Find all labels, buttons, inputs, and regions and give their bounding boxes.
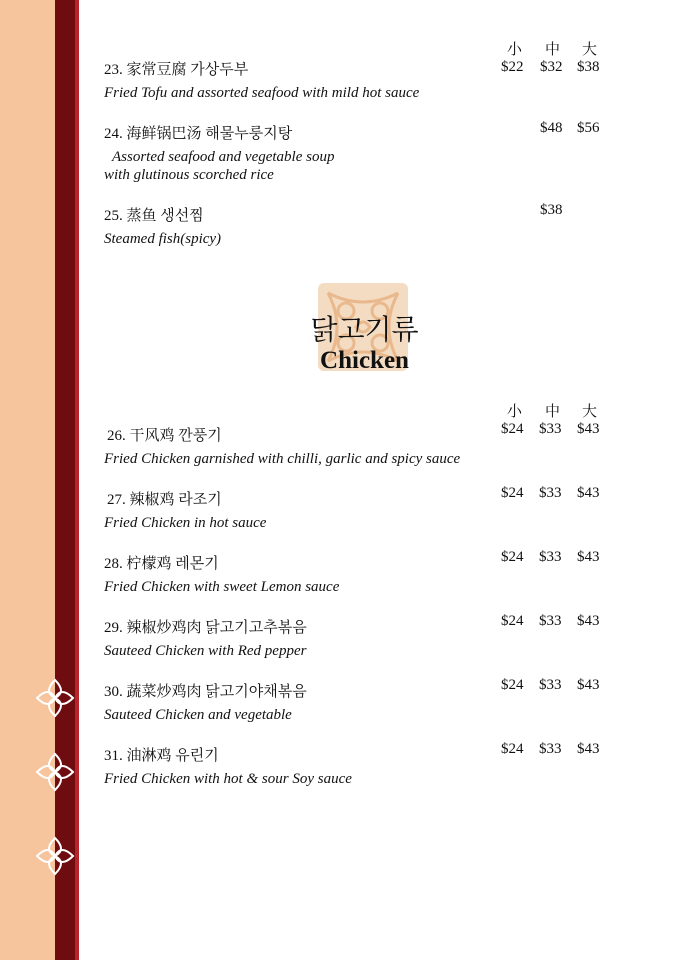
item-description: Fried Chicken with hot & sour Soy sauce <box>104 771 352 787</box>
price-large: $43 <box>577 549 600 565</box>
size-small-label: 小 <box>507 404 523 420</box>
price-small: $22 <box>501 59 524 75</box>
section-title-english: Chicken <box>320 347 409 374</box>
price-large: $43 <box>577 741 600 757</box>
item-description: Fried Chicken with sweet Lemon sauce <box>104 579 340 595</box>
item-name: 30. 蔬菜炒鸡肉 닭고기야채볶음 <box>104 684 307 700</box>
section-title-korean: 닭고기류 <box>310 313 419 346</box>
size-small-label: 小 <box>507 42 523 58</box>
size-large-label: 大 <box>582 404 598 420</box>
price-small: $24 <box>501 549 524 565</box>
chinese-knot-icon <box>33 834 77 878</box>
price-small: $24 <box>501 421 524 437</box>
item-name: 31. 油淋鸡 유린기 <box>104 748 219 764</box>
item-name: 23. 家常豆腐 가상두부 <box>104 62 249 78</box>
chinese-knot-icon <box>33 750 77 794</box>
item-name: 26. 干风鸡 깐풍기 <box>107 428 222 444</box>
item-name: 25. 蒸鱼 생선찜 <box>104 208 204 224</box>
price-medium: $33 <box>539 421 562 437</box>
menu-item <box>104 683 504 724</box>
item-description: Fried Chicken garnished with chilli, garlic and spicy sauce <box>104 451 461 467</box>
menu-item <box>104 555 504 596</box>
price-medium: $33 <box>539 549 562 565</box>
price-medium: $32 <box>540 59 563 75</box>
menu-item <box>104 125 504 184</box>
item-description: Assorted seafood and vegetable soup <box>112 149 335 165</box>
item-name: 24. 海鲜锅巴汤 해물누룽지탕 <box>104 126 293 142</box>
chinese-knot-icon <box>33 676 77 720</box>
price-large: $56 <box>577 120 600 136</box>
size-medium-label: 中 <box>545 42 561 58</box>
price-small: $24 <box>501 741 524 757</box>
menu-item <box>104 619 504 660</box>
price-medium: $48 <box>540 120 563 136</box>
left-peach-stripe <box>0 0 55 960</box>
item-name: 27. 辣椒鸡 라조기 <box>107 492 222 508</box>
left-maroon-stripe <box>55 0 75 960</box>
price-medium: $33 <box>539 485 562 501</box>
item-description: Sauteed Chicken with Red pepper <box>104 643 307 659</box>
price-medium: $38 <box>540 202 563 218</box>
menu-item <box>104 491 504 532</box>
price-large: $43 <box>577 613 600 629</box>
item-name: 29. 辣椒炒鸡肉 닭고기고추볶음 <box>104 620 307 636</box>
item-name: 28. 柠檬鸡 레몬기 <box>104 556 219 572</box>
item-description: Steamed fish(spicy) <box>104 231 222 247</box>
price-small: $24 <box>501 613 524 629</box>
price-large: $38 <box>577 59 600 75</box>
price-medium: $33 <box>539 677 562 693</box>
menu-item <box>104 747 504 788</box>
price-small: $24 <box>501 677 524 693</box>
menu-item <box>104 207 504 248</box>
menu-item <box>104 61 504 102</box>
left-red-stripe <box>75 0 79 960</box>
item-description: Fried Chicken in hot sauce <box>104 515 267 531</box>
price-large: $43 <box>577 485 600 501</box>
price-medium: $33 <box>539 741 562 757</box>
size-large-label: 大 <box>582 42 598 58</box>
price-large: $43 <box>577 677 600 693</box>
item-description: Fried Tofu and assorted seafood with mild hot sauce <box>104 85 420 101</box>
menu-item <box>104 427 504 468</box>
price-small: $24 <box>501 485 524 501</box>
price-medium: $33 <box>539 613 562 629</box>
size-medium-label: 中 <box>545 404 561 420</box>
price-large: $43 <box>577 421 600 437</box>
item-description: with glutinous scorched rice <box>104 167 274 183</box>
item-description: Sauteed Chicken and vegetable <box>104 707 292 723</box>
